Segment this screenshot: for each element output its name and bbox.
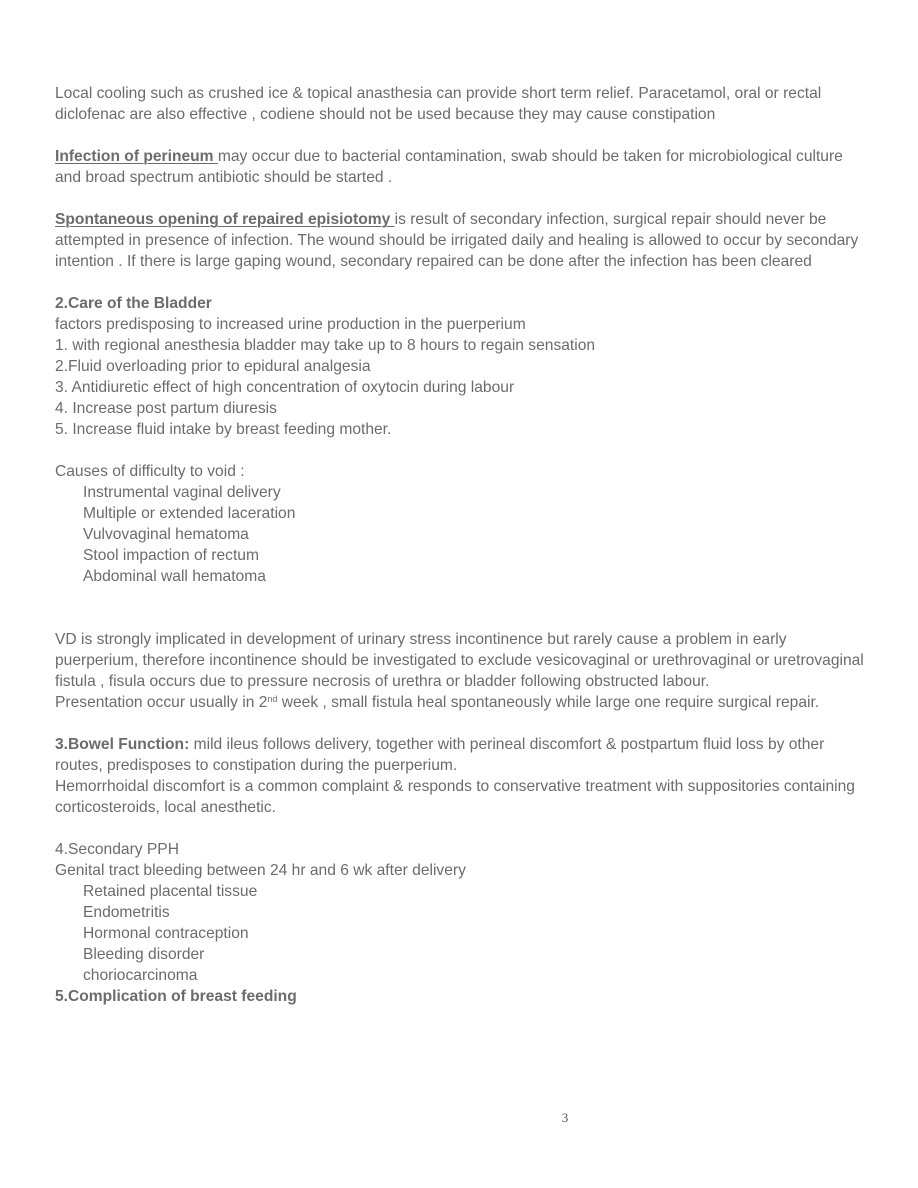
page-content	[55, 83, 870, 1007]
episiotomy-heading: Spontaneous opening of repaired episiotomy	[55, 211, 395, 228]
bowel-paragraph	[55, 734, 870, 776]
void-causes-title: Causes of difficulty to void :	[55, 463, 245, 480]
page-number: 3	[561, 1110, 569, 1125]
void-cause-item: Instrumental vaginal delivery	[83, 484, 281, 501]
pph-cause-item: Endometritis	[83, 904, 170, 921]
presentation-text-a: Presentation occur usually in 2	[55, 694, 268, 711]
bladder-factor: 4. Increase post partum diuresis	[55, 400, 277, 417]
pph-cause-item: choriocarcinoma	[83, 967, 198, 984]
void-cause-item: Multiple or extended laceration	[83, 505, 296, 522]
bladder-heading: 2.Care of the Bladder	[55, 295, 212, 312]
presentation-paragraph	[55, 692, 870, 713]
infection-text: may occur due to bacterial contamination, swab should be taken for microbiological culture and broad spectrum antibiotic should be started .	[55, 148, 843, 186]
infection-paragraph	[55, 146, 870, 188]
bladder-factor: 3. Antidiuretic effect of high concentration of oxytocin during labour	[55, 379, 515, 396]
bladder-intro: factors predisposing to increased urine production in the puerperium	[55, 316, 526, 333]
bladder-factor: 5. Increase fluid intake by breast feeding mother.	[55, 421, 392, 438]
vd-paragraph: VD is strongly implicated in development of urinary stress incontinence but rarely cause a problem in early puerperium, therefore incontinence should be investigated to exclude vesicovaginal or urethrovaginal or uretrovaginal fistula , fisula occurs due to pressure necrosis of urethra or bladder following obstructed labour.	[55, 631, 864, 690]
void-cause-item: Abdominal wall hematoma	[83, 568, 266, 585]
bowel-text: mild ileus follows delivery, together with perineal discomfort & postpartum fluid loss by other routes, predisposes to constipation during the puerperium.	[55, 736, 825, 774]
pph-definition: Genital tract bleeding between 24 hr and 6 wk after delivery	[55, 862, 466, 879]
bowel-heading: 3.Bowel Function:	[55, 736, 190, 753]
episiotomy-text: is result of secondary infection, surgical repair should never be attempted in presence of infection. The wound should be irrigated daily and healing is allowed to occur by secondary intention . If there is large gaping wound, secondary repaired can be done after the infection has been cleared	[55, 211, 859, 270]
void-cause-item: Vulvovaginal hematoma	[83, 526, 249, 543]
pph-heading: 4.Secondary PPH	[55, 841, 179, 858]
bladder-factor: 2.Fluid overloading prior to epidural analgesia	[55, 358, 371, 375]
presentation-superscript: nd	[267, 694, 278, 704]
bladder-factor: 1. with regional anesthesia bladder may take up to 8 hours to regain sensation	[55, 337, 596, 354]
pph-cause-item: Retained placental tissue	[83, 883, 258, 900]
hemorrhoid-paragraph: Hemorrhoidal discomfort is a common complaint & responds to conservative treatment with suppositories containing corticosteroids, local anesthetic.	[55, 778, 855, 816]
pph-cause-item: Hormonal contraception	[83, 925, 249, 942]
pph-cause-item: Bleeding disorder	[83, 946, 205, 963]
void-cause-item: Stool impaction of rectum	[83, 547, 259, 564]
episiotomy-paragraph	[55, 209, 870, 272]
infection-heading: Infection of perineum	[55, 148, 218, 165]
breast-heading: 5.Complication of breast feeding	[55, 988, 297, 1005]
presentation-text-b: week , small fistula heal spontaneously while large one require surgical repair.	[277, 694, 820, 711]
intro-paragraph: Local cooling such as crushed ice & topical anasthesia can provide short term relief. Paracetamol, oral or rectal diclofenac are also effective , codiene should not be used because they may cause constipation	[55, 85, 822, 123]
